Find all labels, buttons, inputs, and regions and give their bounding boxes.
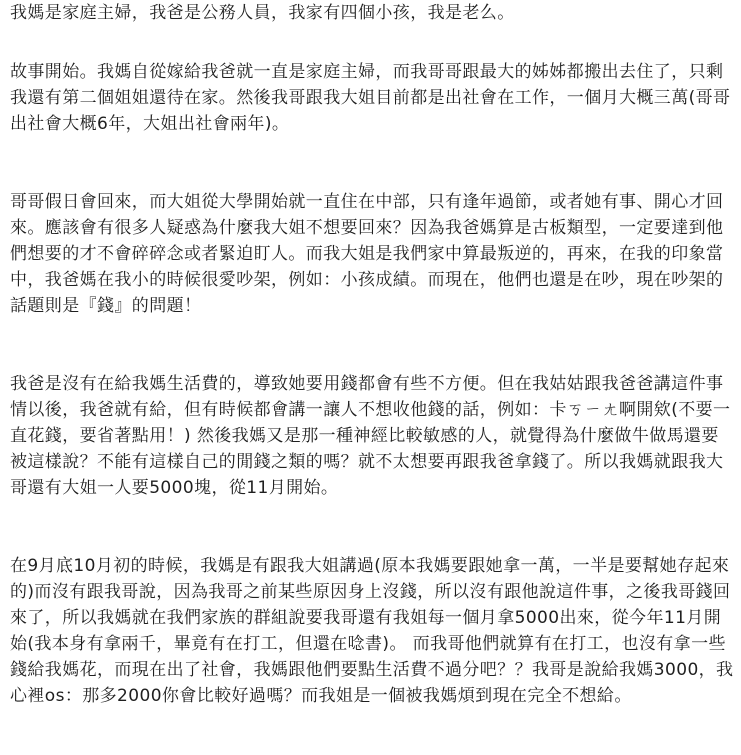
paragraph-4: 我爸是沒有在給我媽生活費的，導致她要用錢都會有些不方便。但在我姑姑跟我爸爸講這件事情以後，我爸就有給，但有時候都會講一讓人不想收他錢的話，例如：卡ㄎㄧㄤ啊開欸(不要一直花錢，要省著點用！) 然後我媽又是那一種神經比較敏感的人，就覺得為什麼做牛做馬還要被這樣說？不能有這樣自己的閒錢之類的嗎？就不太想要再跟我爸拿錢了。所以我媽就跟我大哥還有大姐一人要5000塊，從11月開始。	[10, 374, 731, 498]
paragraph-gap	[10, 501, 736, 553]
paragraph-gap	[10, 26, 736, 59]
paragraph-1: 我媽是家庭主婦，我爸是公務人員，我家有四個小孩，我是老么。	[10, 3, 515, 23]
paragraph-5: 在9月底10月初的時候，我媽是有跟我大姐講過(原本我媽要跟她拿一萬，一半是要幫她存起來的)而沒有跟我哥說，因為我哥之前某些原因身上沒錢，所以沒有跟他說這件事，之後我哥錢回來了，所以我媽就在我們家族的群組說要我哥還有我姐每一個月拿5000出來，從今年11月開始(我本身有拿兩千，畢竟有在打工，但還在唸書)。 而我哥他們就算有在打工，也沒有拿一些錢給我媽花，而現在出了社會，我媽跟他們要點生活費不過分吧？？我哥是說給我媽3000，我心裡os：那多2000你會比較好過嗎？而我姐是一個被我媽煩到現在完全不想給。	[10, 556, 734, 706]
paragraph-2: 故事開始。我媽自從嫁給我爸就一直是家庭主婦，而我哥哥跟最大的姊姊都搬出去住了，只剩我還有第二個姐姐還待在家。然後我哥跟我大姐目前都是出社會在工作，一個月大概三萬(哥哥出社會大概6年，大姐出社會兩年)。	[10, 62, 731, 134]
paragraph-gap	[10, 137, 736, 189]
paragraph-gap	[10, 319, 736, 371]
paragraph-3: 哥哥假日會回來，而大姐從大學開始就一直住在中部，只有逢年過節，或者她有事、開心才回來。應該會有很多人疑惑為什麼我大姐不想要回來？因為我爸媽算是古板類型，一定要達到他們想要的才不會碎碎念或者緊迫盯人。而我大姐是我們家中算最叛逆的，再來，在我的印象當中，我爸媽在我小的時候很愛吵架，例如：小孩成績。而現在，他們也還是在吵，現在吵架的話題則是『錢』的問題！	[10, 192, 724, 316]
article-body	[10, 0, 736, 709]
